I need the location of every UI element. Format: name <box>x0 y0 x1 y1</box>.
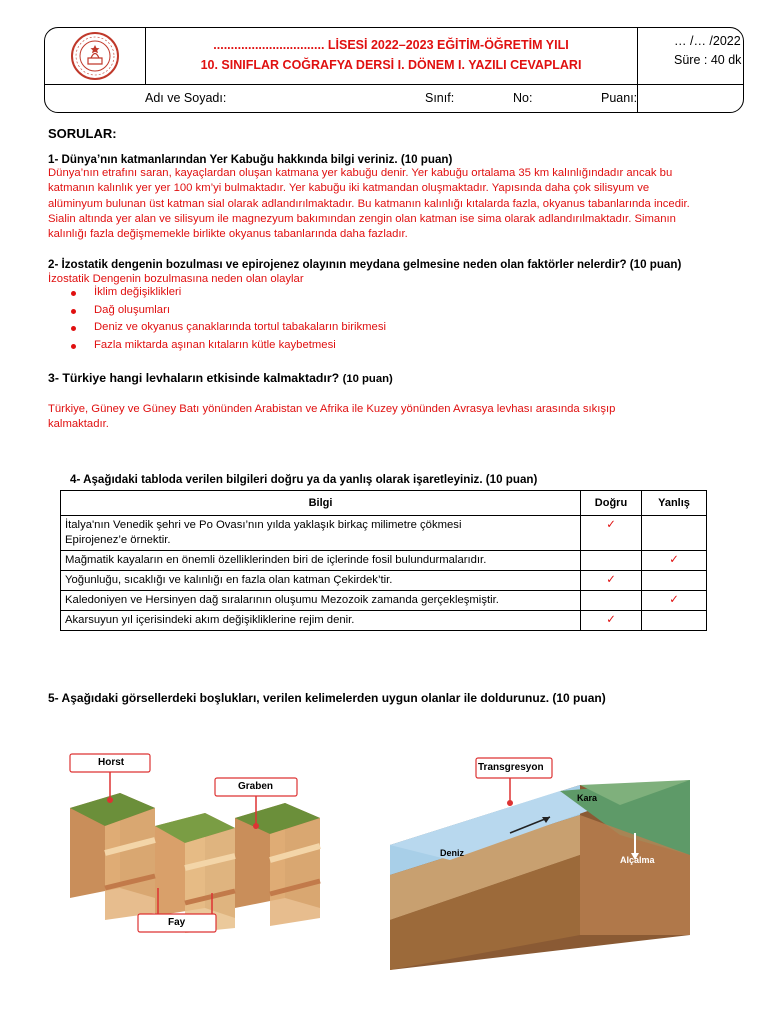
question-3 <box>48 371 393 387</box>
cell-line: İtalya'nın Venedik şehri ve Po Ovası’nın yılda yaklaşık birkaç milimetre çökmesi <box>65 519 462 531</box>
title-line-2: 10. SINIFLAR COĞRAFYA DERSİ I. DÖNEM I. YAZILI CEVAPLARI <box>200 58 582 72</box>
list-item <box>48 286 386 304</box>
table-row <box>61 571 707 591</box>
check-yanlis <box>642 611 707 631</box>
question-2: 2- İzostatik dengenin bozulması ve epirojenez olayının meydana gelmesine neden olan faktörler nelerdir? (10 puan) <box>48 258 682 271</box>
label-transgresyon: Transgresyon <box>478 762 544 773</box>
table-cell-bilgi: Yoğunluğu, sıcaklığı ve kalınlığı en fazla olan katman Çekirdek’tir. <box>61 571 581 591</box>
answer-3-line: kalmaktadır. <box>48 418 109 431</box>
table-cell-bilgi <box>61 516 581 551</box>
meb-logo-icon <box>53 30 137 82</box>
table-cell-bilgi: Mağmatik kayaların en önemli özelliklerinden biri de içlerinde fosil bulundurmalarıdır. <box>61 551 581 571</box>
list-item-text: Deniz ve okyanus çanaklarında tortul tabakaların birikmesi <box>94 321 386 333</box>
check-dogru: ✓ <box>581 611 642 631</box>
label-graben: Graben <box>238 781 274 792</box>
table-header-row <box>61 491 707 516</box>
bullet-icon <box>71 326 76 331</box>
list-item-text: İklim değişiklikleri <box>94 286 182 298</box>
label-deniz: Deniz <box>440 848 465 858</box>
table-cell-bilgi: Kaledoniyen ve Hersinyen dağ sıralarının oluşumu Mezozoik zamanda gerçekleşmiştir. <box>61 591 581 611</box>
title-line-1: ................................ LİSESİ 2022–2023 EĞİTİM-ÖĞRETİM YILI <box>213 38 569 52</box>
date-cell <box>638 28 743 84</box>
table-row <box>61 551 707 571</box>
answer-1 <box>48 166 738 242</box>
check-yanlis <box>642 571 707 591</box>
answer-3-line: Türkiye, Güney ve Güney Batı yönünden Arabistan ve Afrika ile Kuzey yönünden Avrasya levhası arasında sıkışıp <box>48 403 616 415</box>
answer-1-line: alüminyum bulunan üst katman sial olarak adlandırılmaktadır. Bu katmanın kalınlığı kıtalarda fazla, okyanus tabanlarında incedir. <box>48 197 690 210</box>
header-yanlis: Yanlış <box>642 491 707 516</box>
bullet-icon <box>71 291 76 296</box>
question-3-text: 3- Türkiye hangi levhaların etkisinde kalmaktadır? <box>48 371 340 385</box>
question-3-points: (10 puan) <box>342 373 393 385</box>
name-label: Adı ve Soyadı: <box>145 91 227 105</box>
answer-1-line: Dünya’nın etrafını saran, kayaçlardan oluşan katmana yer kabuğu denir. Yer kabuğu ortalama 35 km kalınlığındadır ancak bu <box>48 167 673 179</box>
list-item <box>48 321 386 339</box>
exam-duration: Süre : 40 dk <box>674 53 742 67</box>
question-1: 1- Dünya’nın katmanlarından Yer Kabuğu hakkında bilgi veriniz. (10 puan) <box>48 153 453 166</box>
label-horst: Horst <box>98 757 125 768</box>
check-yanlis <box>642 516 707 551</box>
header-bilgi: Bilgi <box>61 491 581 516</box>
transgression-figure <box>380 755 710 970</box>
label-fay: Fay <box>168 917 186 928</box>
fault-blocks-icon <box>70 793 320 933</box>
true-false-table <box>60 490 707 631</box>
divider <box>637 84 638 112</box>
horst-graben-figure <box>60 748 350 938</box>
question-5: 5- Aşağıdaki görsellerdeki boşlukları, verilen kelimelerden uygun olanlar ile doldurunuz. (10 puan) <box>48 691 606 705</box>
cell-line: Epirojenez’e örnektir. <box>65 534 171 546</box>
check-dogru <box>581 551 642 571</box>
table-row <box>61 516 707 551</box>
answer-2-list <box>48 286 386 356</box>
exam-header <box>44 27 744 113</box>
label-alcalma: Alçalma <box>620 855 655 865</box>
list-item <box>48 304 386 322</box>
logo-cell <box>45 28 146 84</box>
answer-2-intro: İzostatik Dengenin bozulmasına neden olan olaylar <box>48 273 304 285</box>
check-yanlis: ✓ <box>642 591 707 611</box>
check-dogru: ✓ <box>581 516 642 551</box>
list-item <box>48 339 386 357</box>
score-label: Puanı: <box>601 91 638 105</box>
bullet-icon <box>71 344 76 349</box>
exam-date: … /… /2022 <box>674 34 741 48</box>
exam-title <box>145 28 638 84</box>
answer-1-line: katmanın kalınlık yer yer 100 km’yi bulmaktadır. Yer kabuğu iki katmandan oluşmaktadır. Yapısında daha çok silisyum ve <box>48 182 650 195</box>
section-title: SORULAR: <box>48 126 117 141</box>
table-row <box>61 591 707 611</box>
check-dogru: ✓ <box>581 571 642 591</box>
student-info-row <box>45 84 743 113</box>
list-item-text: Fazla miktarda aşınan kıtaların kütle kaybetmesi <box>94 338 336 351</box>
header-dogru: Doğru <box>581 491 642 516</box>
no-label: No: <box>513 91 533 105</box>
check-dogru <box>581 591 642 611</box>
table-row <box>61 611 707 631</box>
class-label: Sınıf: <box>425 91 455 105</box>
check-yanlis: ✓ <box>642 551 707 571</box>
table-cell-bilgi: Akarsuyun yıl içerisindeki akım değişikliklerine rejim denir. <box>61 611 581 631</box>
label-kara: Kara <box>577 793 598 803</box>
answer-1-line: Sialin altında yer alan ve silisyum ile magnezyum bakımından zengin olan katman ise sima olarak adlandırılmaktadır. Simanın <box>48 212 676 225</box>
question-4: 4- Aşağıdaki tabloda verilen bilgileri doğru ya da yanlış olarak işaretleyiniz. (10 puan) <box>70 473 538 486</box>
list-item-text: Dağ oluşumları <box>94 303 170 316</box>
bullet-icon <box>71 309 76 314</box>
answer-1-line: kalınlığı fazla değişmemekle birlikte okyanus tabanlarında daha fazladır. <box>48 228 408 241</box>
answer-3 <box>48 402 738 433</box>
